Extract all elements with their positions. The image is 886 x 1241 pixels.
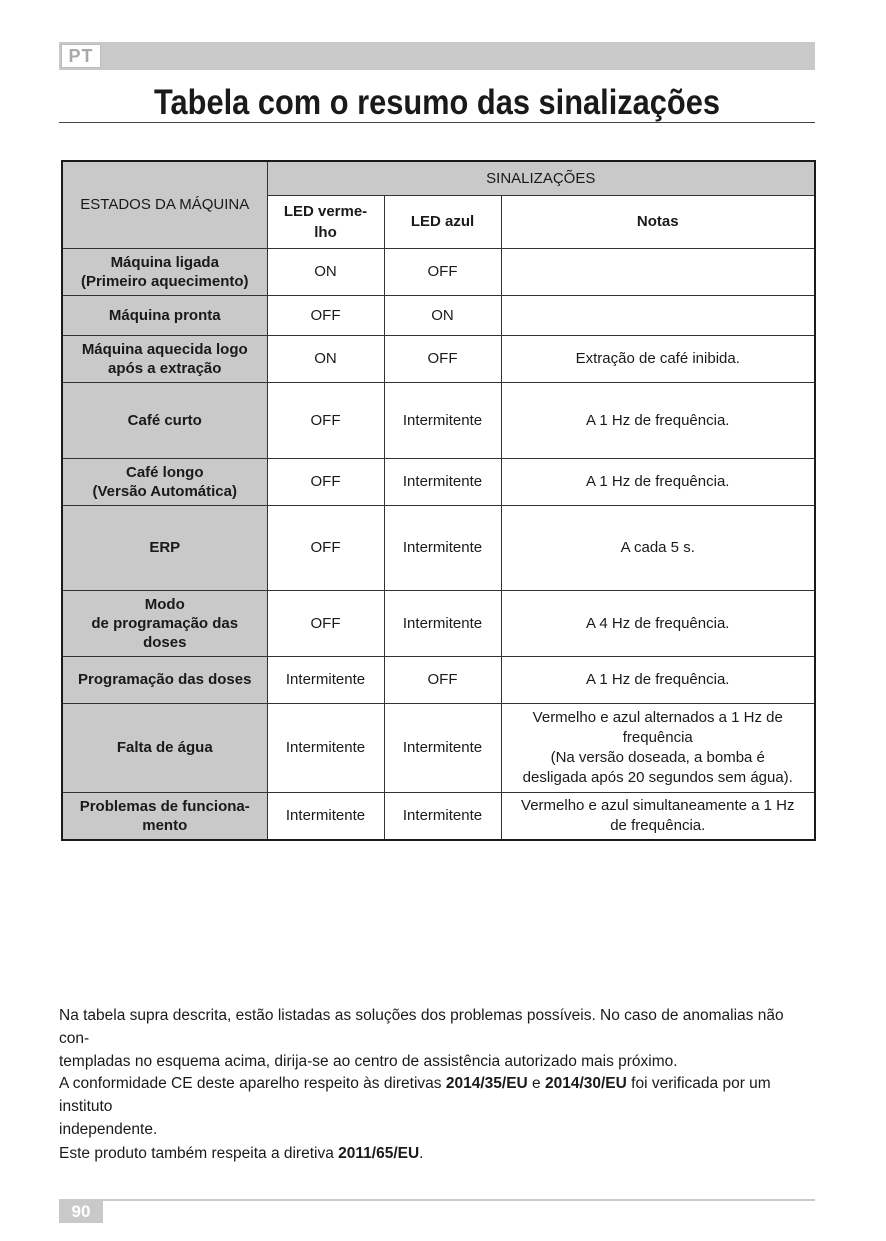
row-notes: A 4 Hz de frequência. bbox=[501, 590, 815, 656]
row-led-red: ON bbox=[267, 248, 384, 295]
row-state: Café curto bbox=[62, 382, 267, 458]
table-row bbox=[62, 505, 815, 590]
row-led-blue: Intermitente bbox=[384, 703, 501, 792]
row-state: Café longo (Versão Automática) bbox=[62, 458, 267, 505]
row-notes bbox=[501, 295, 815, 335]
row-notes: A 1 Hz de frequência. bbox=[501, 382, 815, 458]
row-led-red: OFF bbox=[267, 505, 384, 590]
row-led-blue: Intermitente bbox=[384, 458, 501, 505]
row-led-blue: OFF bbox=[384, 656, 501, 703]
header-bar bbox=[59, 42, 815, 70]
row-led-red: Intermitente bbox=[267, 792, 384, 840]
paragraph-solutions: Na tabela supra descrita, estão listadas as soluções dos problemas possíveis. No caso de anomalias não con- templadas no esquema acima, dirija-se ao centro de assistência autorizado mais próximo. bbox=[59, 1007, 784, 1070]
row-led-blue: Intermitente bbox=[384, 590, 501, 656]
row-led-red: OFF bbox=[267, 458, 384, 505]
paragraph-rohs bbox=[59, 1142, 817, 1165]
row-led-red: OFF bbox=[267, 382, 384, 458]
paragraph-text: e bbox=[527, 1075, 545, 1092]
header-led-red: LED verme- lho bbox=[267, 195, 384, 248]
table-row bbox=[62, 295, 815, 335]
paragraph-text: Este produto também respeita a diretiva bbox=[59, 1145, 339, 1162]
row-notes: Vermelho e azul simultaneamente a 1 Hz de frequência. bbox=[501, 792, 815, 840]
table-row bbox=[62, 590, 815, 656]
paragraph-text: foi verificada por um instituto independente. bbox=[59, 1075, 771, 1138]
row-led-red: Intermitente bbox=[267, 703, 384, 792]
row-notes: A 1 Hz de frequência. bbox=[501, 656, 815, 703]
header-led-blue: LED azul bbox=[384, 195, 501, 248]
table-row bbox=[62, 792, 815, 840]
row-state: Máquina ligada (Primeiro aquecimento) bbox=[62, 248, 267, 295]
signals-table bbox=[61, 160, 816, 841]
row-led-red: ON bbox=[267, 335, 384, 382]
language-tag: PT bbox=[61, 44, 101, 68]
row-state: Máquina aquecida logo após a extração bbox=[62, 335, 267, 382]
table-row bbox=[62, 703, 815, 792]
row-notes: Vermelho e azul alternados a 1 Hz de frequência (Na versão doseada, a bomba é desligada após 20 segundos sem água). bbox=[501, 703, 815, 792]
row-led-red: OFF bbox=[267, 295, 384, 335]
directive-reference: 2011/65/EU bbox=[338, 1145, 420, 1162]
page-number: 90 bbox=[59, 1201, 103, 1223]
row-notes: A 1 Hz de frequência. bbox=[501, 458, 815, 505]
row-state: Programação das doses bbox=[62, 656, 267, 703]
row-led-blue: Intermitente bbox=[384, 382, 501, 458]
row-notes bbox=[501, 248, 815, 295]
row-led-blue: Intermitente bbox=[384, 505, 501, 590]
row-led-blue: ON bbox=[384, 295, 501, 335]
row-state: Falta de água bbox=[62, 703, 267, 792]
header-machine-states: ESTADOS DA MÁQUINA bbox=[62, 161, 267, 248]
row-state: Modo de programação das doses bbox=[62, 590, 267, 656]
paragraph-text: . bbox=[419, 1145, 424, 1162]
directive-reference: 2014/30/EU bbox=[544, 1075, 627, 1092]
page-title: Tabela com o resumo das sinalizações bbox=[153, 83, 721, 122]
row-led-blue: OFF bbox=[384, 335, 501, 382]
table-row bbox=[62, 335, 815, 382]
header-signals: SINALIZAÇÕES bbox=[267, 161, 815, 195]
footer-divider bbox=[59, 1199, 815, 1201]
row-state: ERP bbox=[62, 505, 267, 590]
table-row bbox=[62, 248, 815, 295]
row-state: Máquina pronta bbox=[62, 295, 267, 335]
row-notes: Extração de café inibida. bbox=[501, 335, 815, 382]
row-state: Problemas de funciona- mento bbox=[62, 792, 267, 840]
paragraph-ce-conformity bbox=[59, 1072, 817, 1141]
row-notes: A cada 5 s. bbox=[501, 505, 815, 590]
row-led-blue: OFF bbox=[384, 248, 501, 295]
table-row bbox=[62, 382, 815, 458]
header-notes: Notas bbox=[501, 195, 815, 248]
row-led-red: Intermitente bbox=[267, 656, 384, 703]
table-row bbox=[62, 458, 815, 505]
title-divider bbox=[59, 122, 815, 123]
paragraph-text: A conformidade CE deste aparelho respeito às diretivas bbox=[59, 1075, 446, 1092]
row-led-red: OFF bbox=[267, 590, 384, 656]
table-row bbox=[62, 656, 815, 703]
row-led-blue: Intermitente bbox=[384, 792, 501, 840]
directive-reference: 2014/35/EU bbox=[445, 1075, 528, 1092]
